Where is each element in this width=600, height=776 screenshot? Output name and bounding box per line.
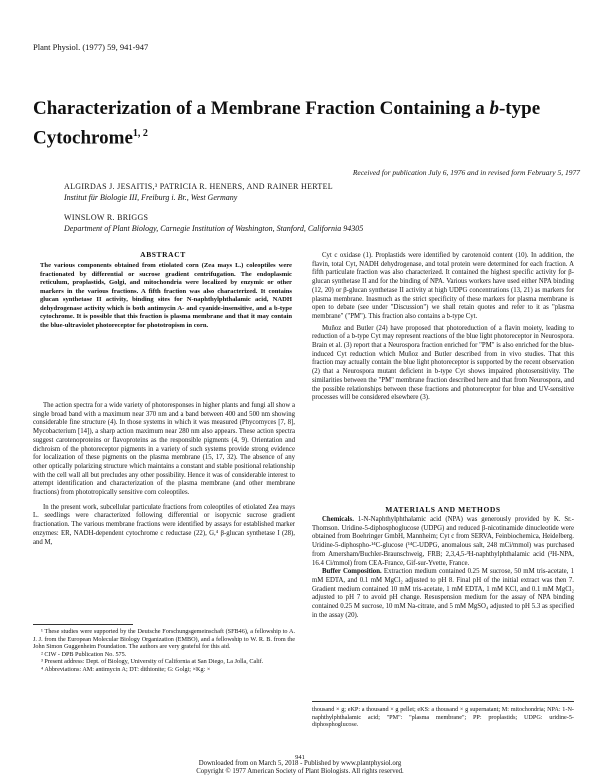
footnotes-left [33, 628, 295, 674]
abstract-text: The various components obtained from etiolated corn (Zea mays L.) coleoptiles were fractionated by differential or sucrose gradient centrifugation. The endoplasmic reticulum, proplastids, Golgi, and mitochondria were localized by enzymic or other markers in the various fractions. A fifth fraction was also characterized. It contains glucan synthetase II activity, binding sites for N-naphthylphthalamic acid, NADH dehydrogenase activity which is both antimycin A- and cyanide-insensitive, and a b-type cytochrome. It is possible that this fraction is plasma membrane and that it may contain the blue-ultraviolet photoreceptor for phototropism in corn. [40, 262, 292, 329]
download-notice: Downloaded from on March 5, 2018 - Published by www.plantphysiol.org [198, 760, 402, 767]
title-part1: Characterization of a Membrane Fraction Containing a [33, 98, 490, 119]
buffer-label: Buffer Composition. [322, 568, 382, 576]
right-paragraph-2: Muñoz and Butler (24) have proposed that photoreduction of a flavin moiety, leading to reduction of a b-type Cyt may represent reactions of the blue light photoreceptor in Neurospora. Brain et al. (3) report that a Neurospora fraction enriched for "PM" is also enriched for the blue-induced Cyt reduction which Muñoz and Butler described from in vivo studies. That this fraction may actually contain the blue light photoreceptor is supported by the recent observation (2) that a Neurospora mutant deficient in b-type Cyt shows impaired photosensitivity. The similarities between the "PM" membrane fraction described here and that from Neurospora, and the possible relationships between these fractions and photoreceptor for blue and UV-sensitive processes will be considered elsewhere (3). [312, 324, 574, 402]
buffer-text: Extraction medium contained 0.25 M sucrose, 50 mM tris-acetate, 1 mM EDTA, and 0.1 mM MgCl₂ adjusted to pH 8. Final pH of the initial extract was then 7. Gradient medium contained 10 mM tris-acetate, 1 mM EDTA, 1 mM KCl, and 0.1 mM MgCl₂ adjusted to pH 7 to avoid pH change. Resuspension medium for the assay of NPA binding contained 0.25 M sucrose, 10 mM Na-citrate, and 5 mM MgSO₄ adjusted to pH 5.3 as specified in the assay (20). [312, 568, 574, 619]
footnote-1: ¹ These studies were supported by the Deutsche Forschungsgemeinschaft (SFB46), a fellowship to A. J. J. from the European Molecular Biology Organization (EMBO), and a fellowship to W. R. B. from the John Simon Guggenheim Foundation. The authors are very grateful for this aid. [33, 628, 295, 651]
title-italic: b [489, 98, 499, 119]
left-column-body [33, 402, 295, 547]
left-paragraph-1: The action spectra for a wide variety of photoresponses in higher plants and fungi all show a single broad band with a maximum near 370 nm and a band between 400 and 500 nm showing considerable fine structure (4). In those systems in which it was measured (Phycomyces [7, 8], Mycobacterium [14]), a sharp action maximum near 280 nm also appears. These action spectra suggest carotenoproteins or flavoproteins as the responsible pigments (4, 9). Orientation and dichroism of the photoreceptor pigments in a variety of such systems provide strong evidence for localization of these pigments on the plasma membrane (15, 17, 32). The absence of any other optically polarizing structure which maintains a constant and stable positional relationship with the cell wall all but precludes any other possibility. Hence it was of considerable interest to attempt identification and characterization of the plasma membrane (and other membrane fractions) from phototropically sensitive corn coleoptiles. [33, 402, 295, 497]
footnote-4: ⁴ Abbreviations: AM: antimycin A; DT: dithionite; G: Golgi; ×Kg: × [41, 665, 211, 673]
abstract-heading: ABSTRACT [140, 250, 186, 259]
buffer-paragraph [312, 568, 574, 620]
chemicals-paragraph [312, 516, 574, 568]
title-part2: -type Cytochrome [33, 98, 541, 149]
footnote-divider [33, 624, 133, 625]
authors-line-1: ALGIRDAS J. JESAITIS,³ PATRICIA R. HENERS, AND RAINER HERTEL [64, 182, 333, 191]
footnote-3: ³ Present address: Dept. of Biology, University of California at San Diego, La Jolla, Calif. [41, 658, 264, 666]
footnote-4-continued: thousand × g; eKP: a thousand × g pellet; eKS: a thousand × g supernatant; M: mitochondria; NPA: 1-N-naphthylphthalamic acid; "PM": "plasma membrane"; PP: proplastids; UDPG: uridine-5-diphosphoglucose. [312, 706, 574, 729]
footnote-continuation [312, 706, 574, 729]
chemicals-text: 1-N-Naphthylphthalamic acid (NPA) was generously provided by K. Sr.-Thomson. Uridine-5-diphosphoglucose (UDPG) and reduced β-nicotinamide dinucleotide were obtained from Boehringer GmbH, Mannheim; Cyt c from SERVA, Feinbiochemica, Heidelberg. Uridine-5-diphospho-¹⁴C-glucose (¹⁴C-UDPG, anomalous salt, 248 mCi/mmol) was purchased from Amersham/Buchler-Braunschweig, FRB; 2,3,4,5-³H-naphthylphthalamic acid (³H-NPA, 16.4 Ci/mmol) from CEA-France, Gif-sur-Yvette, France. [312, 516, 574, 567]
chemicals-label: Chemicals. [322, 516, 354, 523]
page-number: 941 [295, 754, 305, 761]
footnote-divider-right [312, 701, 574, 702]
article-title [33, 96, 573, 150]
methods-body [312, 516, 574, 620]
right-paragraph-1: Cyt c oxidase (1). Proplastids were identified by carotenoid content (10). In addition, the flavin, total Cyt, NADH dehydrogenase, and total protein were determined for each fraction. A fifth particulate fraction was also characterized. It contained the highest specific activity for β-glucan synthetase II and for the binding of NPA. Various workers have used either NPA binding (12, 20) or β-glucan synthetase II activity at high UDPG concentrations (13, 21) as markers for plasma membrane. Inasmuch as the strict specificity of these markers for plasma membrane is open to debate (see under "Discussion") we shall retain quotes and refer to it as "plasma membrane" ("PM"). This fraction also contains a b-type Cyt. [312, 252, 574, 320]
right-column-body [312, 252, 574, 403]
affiliation-2: Department of Plant Biology, Carnegie Institution of Washington, Stanford, California 94305 [64, 224, 364, 233]
journal-citation: Plant Physiol. (1977) 59, 941-947 [33, 42, 149, 52]
copyright-notice: Copyright © 1977 American Society of Plant Biologists. All rights reserved. [196, 768, 404, 775]
materials-methods-heading: MATERIALS AND METHODS [385, 505, 501, 514]
left-paragraph-2: In the present work, subcellular particulate fractions from coleoptiles of etiolated Zea mays L. seedlings were characterized following differential or isopycnic sucrose gradient fractionation. The various membrane fractions were identified by assays for established marker enzymes: ER, NADH-dependent cytochrome c reductase (22), G,⁴ β-glucan synthetase I (28), and M, [33, 503, 295, 546]
title-footnote-marks: 1, 2 [132, 128, 148, 139]
authors-line-2: WINSLOW R. BRIGGS [64, 213, 149, 222]
footnote-2: ² CIW - DPB Publication No. 575. [41, 650, 127, 658]
received-date: Received for publication July 6, 1976 and in revised form February 5, 1977 [352, 168, 580, 177]
affiliation-1: Institut für Biologie III, Freiburg i. Br., West Germany [64, 193, 238, 202]
